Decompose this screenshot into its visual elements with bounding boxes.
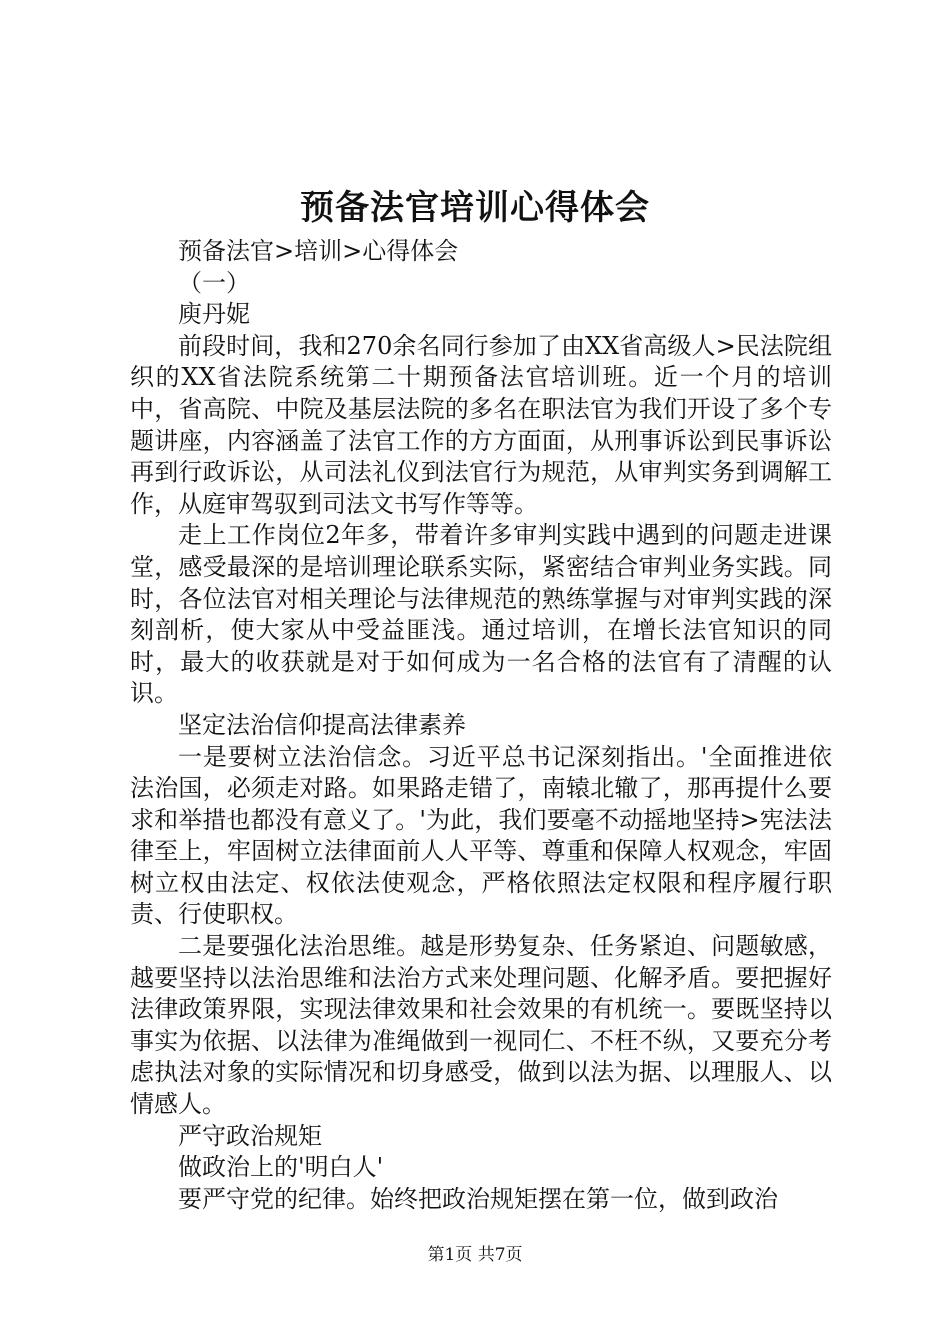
paragraph: 前段时间，我和270余名同行参加了由XX省高级人>民法院组织的XX省法院系统第二十期预备法官培训班。近一个月的培训中，省高院、中院及基层法院的多名在职法官为我们开设了多个专题讲座，内容涵盖了法官工作的方方面面，从刑事诉讼到民事诉讼再到行政诉讼，从司法礼仪到法官行为规范，从审判实务到调解工作，从庭审驾驭到司法文书写作等等。 (130, 331, 832, 518)
paragraph-section-number: （一） (178, 268, 250, 297)
paragraph: 一是要树立法治信念。习近平总书记深刻指出。'全面推进依法治国，必须走对路。如果路走错了，南辕北辙了，那再提什么要求和举措也都没有意义了。'为此，我们要毫不动摇地坚持>宪法法律至上，牢固树立法律面前人人平等、尊重和保障人权观念，牢固树立权由法定、权依法使观念，严格依照法定权限和程序履行职责、行使职权。 (130, 742, 832, 929)
document-title: 预备法官培训心得体会 (300, 188, 650, 228)
document-body (130, 236, 832, 1215)
section-heading: 做政治上的'明白人' (178, 1153, 384, 1182)
page-number: 第1页 共7页 (427, 1245, 523, 1265)
paragraph: 二是要强化法治思维。越是形势复杂、任务紧迫、问题敏感，越要坚持以法治思维和法治方式来处理问题、化解矛盾。要把握好法律政策界限，实现法律效果和社会效果的有机统一。要既坚持以事实为依据、以法律为准绳做到一视同仁、不枉不纵，又要充分考虑执法对象的实际情况和切身感受，做到以法为据、以理服人、以情感人。 (130, 932, 832, 1119)
paragraph: 要严守党的纪律。始终把政治规矩摆在第一位，做到政治 (178, 1184, 778, 1213)
paragraph: 走上工作岗位2年多，带着许多审判实践中遇到的问题走进课堂，感受最深的是培训理论联系实际，紧密结合审判业务实践。同时，各位法官对相关理论与法律规范的熟练掌握与对审判实践的深刻剖析，使大家从中受益匪浅。通过培训，在增长法官知识的同时，最大的收获就是对于如何成为一名合格的法官有了清醒的认识。 (130, 521, 832, 708)
paragraph-breadcrumb: 预备法官>培训>心得体会 (178, 237, 459, 265)
paragraph-author: 庾丹妮 (178, 300, 250, 329)
section-heading: 坚定法治信仰提高法律素养 (178, 710, 466, 739)
section-heading: 严守政治规矩 (178, 1121, 322, 1150)
